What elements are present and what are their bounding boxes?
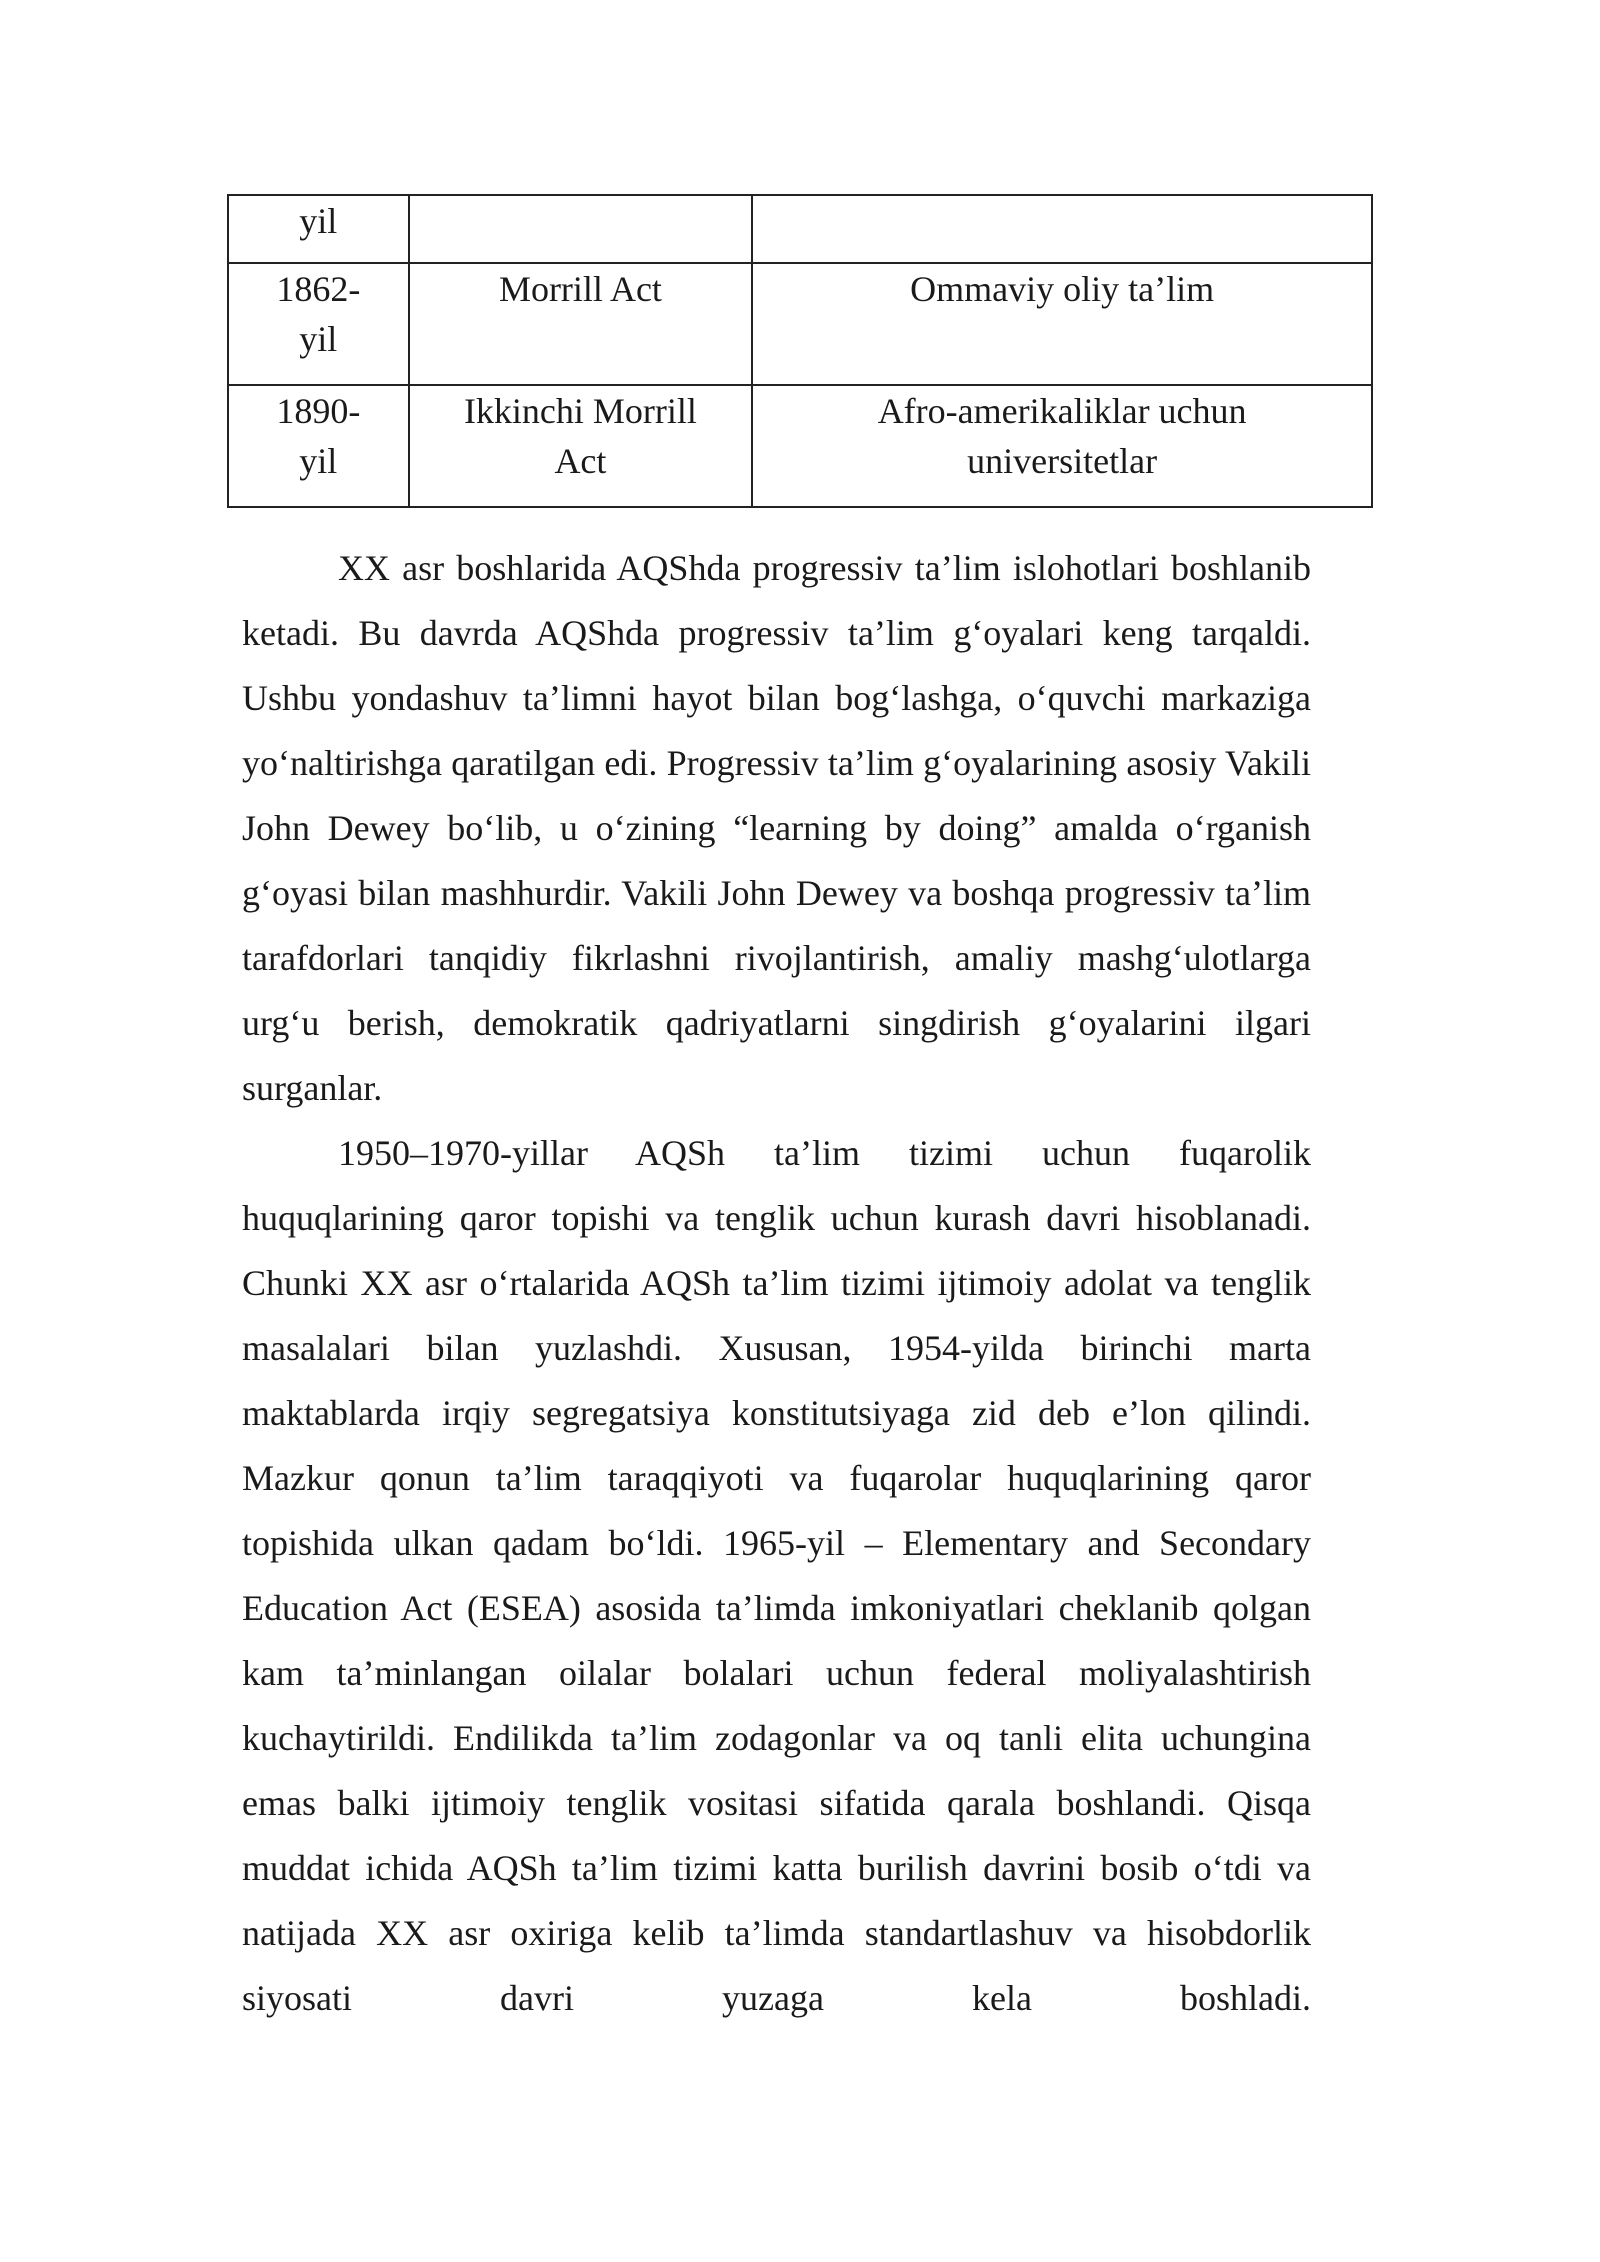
law-cell: Ikkinchi Morrill Act [409,385,753,507]
history-table [227,194,1373,508]
table-row [228,385,1372,507]
description-cell [752,195,1372,263]
table-row [228,195,1372,263]
law-cell [409,195,753,263]
year-cell: yil [228,195,409,263]
year-cell: 1862- yil [228,263,409,385]
paragraph-progressive-education: XX asr boshlarida AQShda progressiv ta’lim islohotlari boshlanib ketadi. Bu davrda AQShda progressiv ta’lim g‘oyalari keng tarqaldi. Ushbu yondashuv ta’limni hayot bilan bog‘lashga, o‘quvchi markaziga yo‘naltirishga qaratilgan edi. Progressiv ta’lim g‘oyalarining asosiy Vakili John Dewey bo‘lib, u o‘zining “learning by doing” amalda o‘rganish g‘oyasi bilan mashhurdir. Vakili John Dewey va boshqa progressiv ta’lim tarafdorlari tanqidiy fikrlashni rivojlantirish, amaliy mashg‘ulotlarga urg‘u berish, demokratik qadriyatlarni singdirish g‘oyalarini ilgari surganlar. [242,548,1311,1108]
table-row [228,263,1372,385]
paragraph-civil-rights-era: 1950–1970-yillar AQSh ta’lim tizimi uchun fuqarolik huquqlarining qaror topishi va tenglik uchun kurash davri hisoblanadi. Chunki XX asr o‘rtalarida AQSh ta’lim tizimi ijtimoiy adolat va tenglik masalalari bilan yuzlashdi. Xususan, 1954-yilda birinchi marta maktablarda irqiy segregatsiya konstitutsiyaga zid deb e’lon qilindi. Mazkur qonun ta’lim taraqqiyoti va fuqarolar huquqlarining qaror topishida ulkan qadam bo‘ldi. 1965-yil – Elementary and Secondary Education Act (ESEA) asosida ta’limda imkoniyatlari cheklanib qolgan kam ta’minlangan oilalar bolalari uchun federal moliyalashtirish kuchaytirildi. Endilikda ta’lim zodagonlar va oq tanli elita uchungina emas balki ijtimoiy tenglik vositasi sifatida qarala boshlandi. Qisqa muddat ichida AQSh ta’lim tizimi katta burilish davrini bosib o‘tdi va natijada XX asr oxiriga kelib ta’limda standartlashuv va hisobdorlik siyosati davri yuzaga kela boshladi. [242,1133,1311,2018]
body-text [242,536,1311,2031]
description-cell: Afro-amerikaliklar uchun universitetlar [752,385,1372,507]
year-cell: 1890- yil [228,385,409,507]
description-cell: Ommaviy oliy ta’lim [752,263,1372,385]
law-cell: Morrill Act [409,263,753,385]
